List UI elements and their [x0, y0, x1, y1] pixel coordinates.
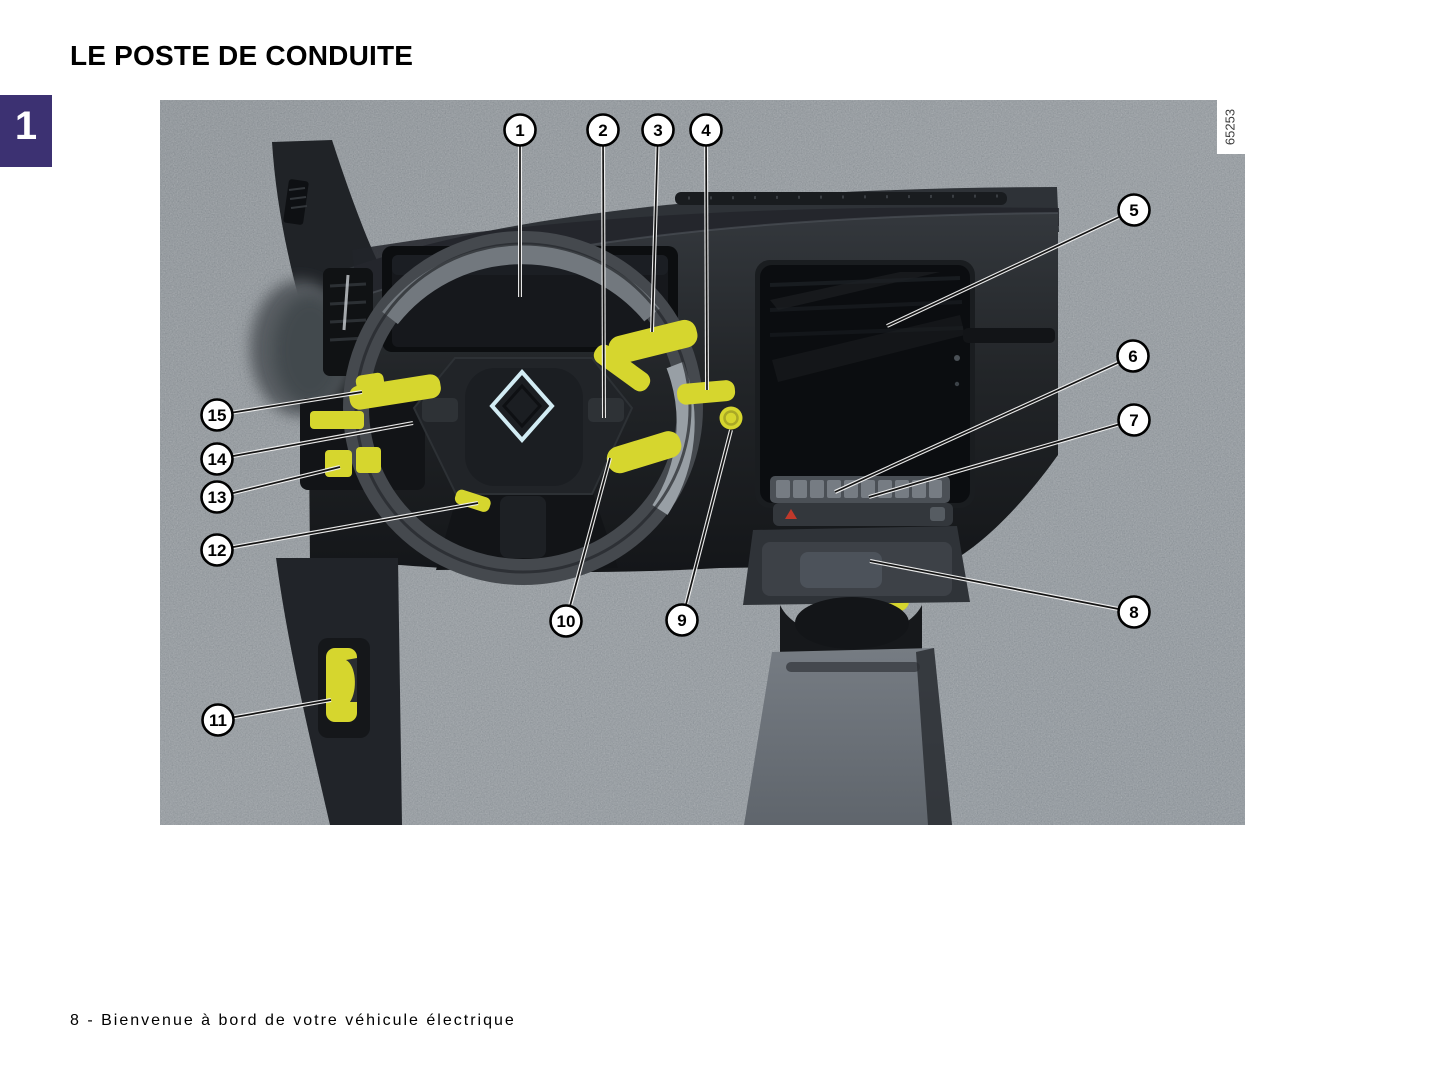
screen-power-icon [954, 355, 960, 361]
svg-text:10: 10 [556, 612, 576, 632]
climate-controls [770, 476, 953, 526]
left-spoke-buttons [422, 398, 458, 422]
svg-text:8: 8 [1129, 603, 1139, 623]
callout-6 [1118, 341, 1149, 372]
callout-5 [1119, 195, 1150, 226]
right-air-vent [963, 328, 1055, 343]
chapter-tab: 1 [0, 95, 52, 167]
center-console [743, 526, 970, 825]
svg-text:3: 3 [653, 121, 663, 141]
dashboard-figure [160, 100, 1245, 825]
left-dash-switches [310, 411, 364, 429]
svg-text:13: 13 [207, 488, 227, 508]
right-spoke-buttons [588, 398, 624, 422]
photo-ref-label: 65253 [1222, 108, 1238, 146]
callout-4 [691, 115, 722, 146]
callout-14 [202, 444, 233, 475]
svg-text:15: 15 [207, 406, 227, 426]
left-button-2 [356, 447, 381, 473]
svg-text:2: 2 [598, 121, 608, 141]
left-button-1 [325, 450, 352, 477]
phone-pad [800, 552, 882, 588]
svg-text:12: 12 [207, 541, 227, 561]
callout-8 [1119, 597, 1150, 628]
callout-1 [505, 115, 536, 146]
callout-10 [551, 606, 582, 637]
start-stop-button [720, 407, 743, 430]
defrost-grille [675, 192, 1007, 205]
callout-2 [588, 115, 619, 146]
svg-text:11: 11 [209, 711, 227, 731]
svg-text:6: 6 [1128, 347, 1138, 367]
multimedia-screen [755, 260, 975, 508]
svg-text:5: 5 [1129, 201, 1139, 221]
svg-text:1: 1 [515, 121, 525, 141]
page-title: LE POSTE DE CONDUITE [70, 40, 414, 71]
callout-7 [1119, 405, 1150, 436]
svg-text:14: 14 [207, 450, 227, 470]
svg-text:9: 9 [677, 611, 687, 631]
callout-3 [643, 115, 674, 146]
svg-text:7: 7 [1129, 411, 1139, 431]
dashboard-photo [160, 100, 1245, 825]
callout-12 [202, 535, 233, 566]
callout-15 [202, 400, 233, 431]
page-footer: 8 - Bienvenue à bord de votre véhicule électrique [70, 1012, 516, 1029]
callout-13 [202, 482, 233, 513]
cup-holder [795, 597, 909, 649]
callout-9 [667, 605, 698, 636]
callout-11 [203, 705, 234, 736]
svg-text:4: 4 [701, 121, 711, 141]
